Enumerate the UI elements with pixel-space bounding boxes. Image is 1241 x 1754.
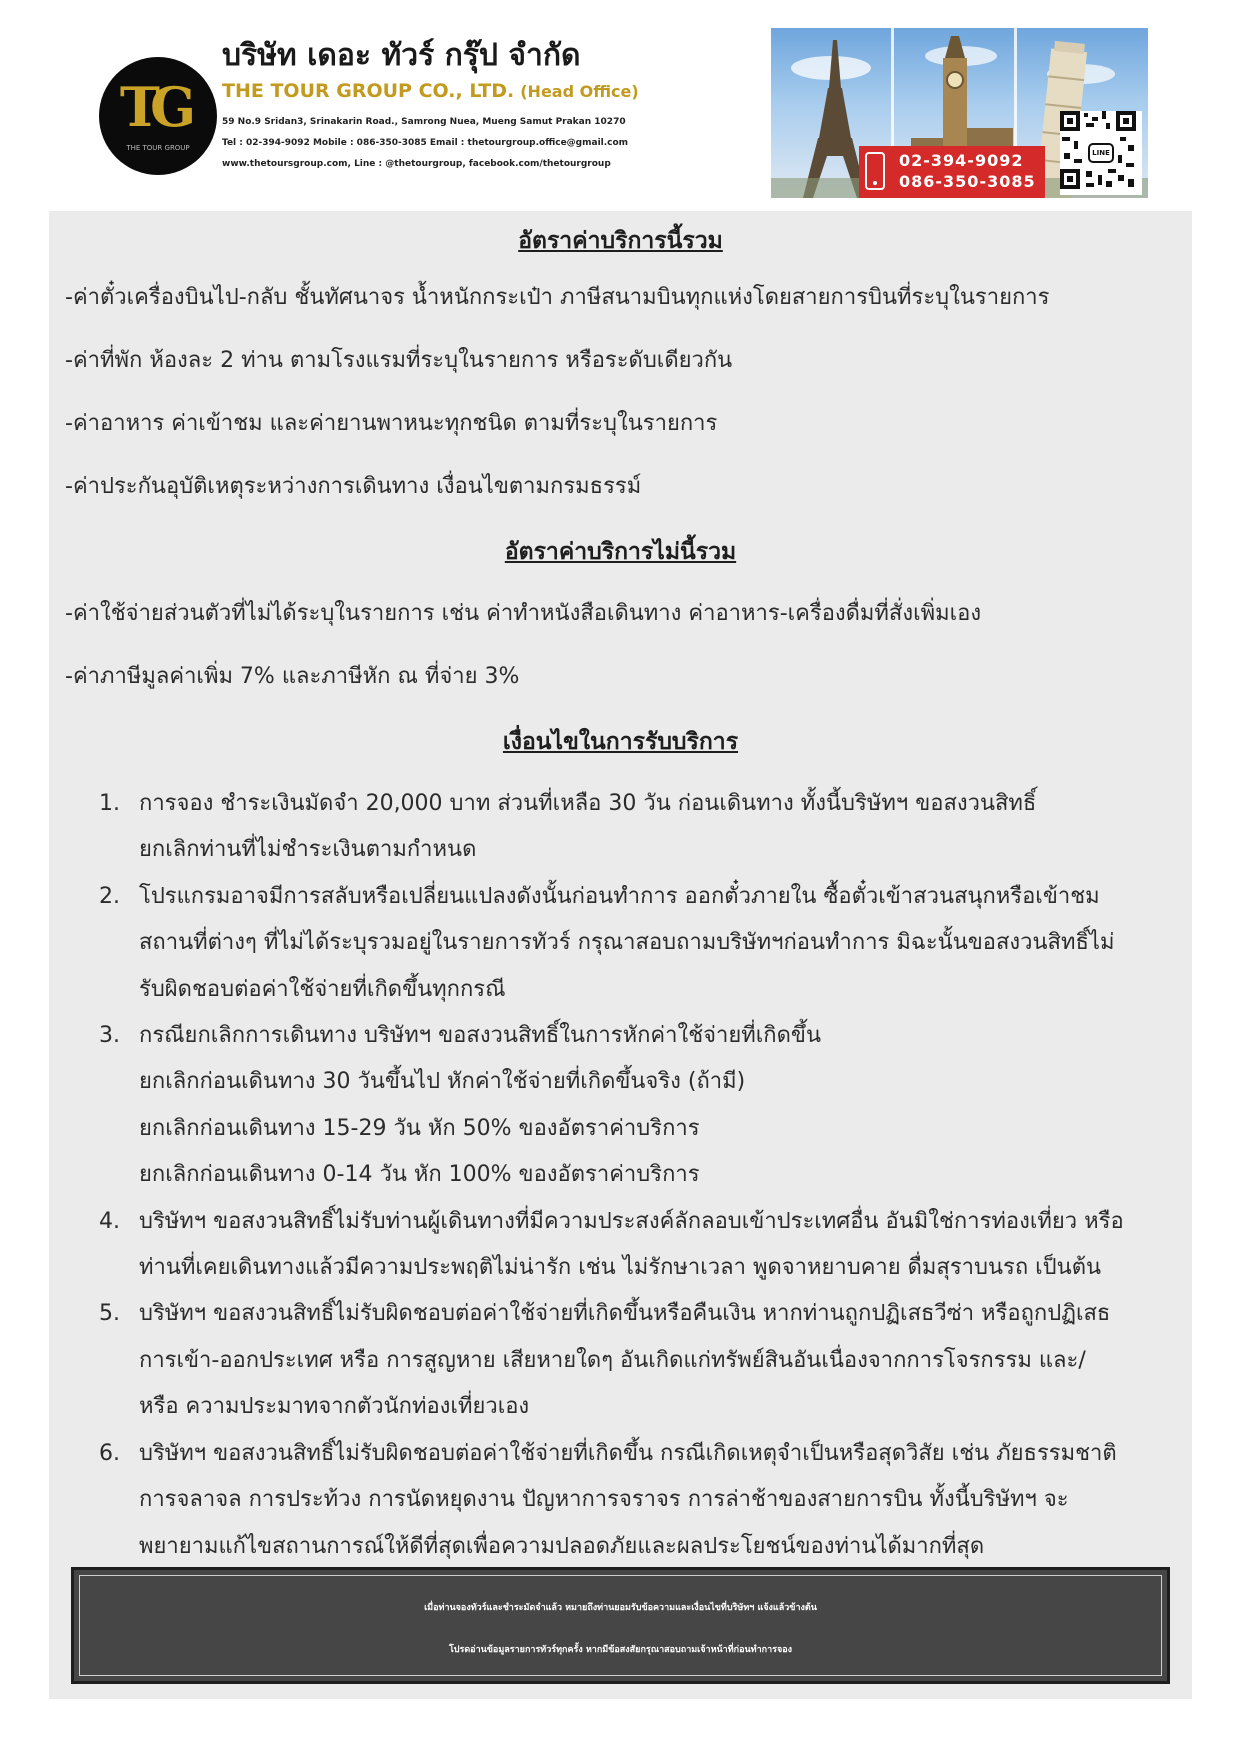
condition-text: โปรแกรมอาจมีการสลับหรือเปลี่ยนแปลงดังนั้นก่อนทำการ ออกตั๋วภายใน ซื้อตั๋วเข้าสวนสนุกหรือเข้าชม <box>139 884 1100 909</box>
logo-monogram: TG <box>119 74 187 139</box>
excluded-item: -ค่าภาษีมูลค่าเพิ่ม 7% และภาษีหัก ณ ที่จ่าย 3% <box>65 664 520 689</box>
travel-banner <box>771 28 1148 198</box>
included-heading: อัตราค่าบริการนี้รวม <box>518 228 723 254</box>
condition-text: สถานที่ต่างๆ ที่ไม่ได้ระบุรวมอยู่ในรายการทัวร์ กรุณาสอบถามบริษัทฯก่อนทำการ มิฉะนั้นขอสงวนสิทธิ์ไม่ <box>139 930 1115 955</box>
condition-number: 2. <box>99 884 120 909</box>
company-address: 59 No.9 Sridan3, Srinakarin Road., Samrong Nuea, Mueng Samut Prakan 10270 <box>222 117 626 127</box>
line-qr-code <box>1060 111 1142 195</box>
tour-terms-panel <box>49 211 1192 1699</box>
condition-text: หรือ ความประมาทจากตัวนักท่องเที่ยวเอง <box>139 1394 530 1419</box>
letterhead <box>0 0 1241 205</box>
company-logo <box>99 57 217 175</box>
condition-text: บริษัทฯ ขอสงวนสิทธิ์ไม่รับท่านผู้เดินทางที่มีความประสงค์ลักลอบเข้าประเทศอื่น อันมิใช่การท่องเที่ยว หรือ <box>139 1209 1124 1234</box>
line-app-icon: LINE <box>1088 143 1114 163</box>
head-office-label: (Head Office) <box>520 82 639 101</box>
conditions-heading: เงื่อนไขในการรับบริการ <box>502 729 739 755</box>
notice-line-2: โปรดอ่านข้อมูลรายการทัวร์ทุกครั้ง หากมีข้อสงสัยกรุณาสอบถามเจ้าหน้าที่ก่อนทำการจอง <box>448 1645 793 1655</box>
condition-text: การเข้า-ออกประเทศ หรือ การสูญหาย เสียหายใดๆ อันเกิดแก่ทรัพย์สินอันเนื่องจากการโจรกรรม และ/ <box>139 1348 1086 1373</box>
mobile-phone-icon <box>865 152 885 190</box>
condition-text: ยกเลิกก่อนเดินทาง 30 วันขึ้นไป หักค่าใช้จ่ายที่เกิดขึ้นจริง (ถ้ามี) <box>139 1069 746 1094</box>
condition-text: การจอง ชำระเงินมัดจำ 20,000 บาท ส่วนที่เหลือ 30 วัน ก่อนเดินทาง ทั้งนี้บริษัทฯ ขอสงวนสิทธิ์ <box>139 791 1037 816</box>
included-item: -ค่าอาหาร ค่าเข้าชม และค่ายานพาหนะทุกชนิด ตามที่ระบุในรายการ <box>65 411 718 436</box>
condition-text: ยกเลิกก่อนเดินทาง 15-29 วัน หัก 50% ของอัตราค่าบริการ <box>139 1116 700 1141</box>
condition-text: ยกเลิกก่อนเดินทาง 0-14 วัน หัก 100% ของอัตราค่าบริการ <box>139 1162 700 1187</box>
company-name-english <box>222 78 782 105</box>
condition-text: พยายามแก้ไขสถานการณ์ให้ดีที่สุดเพื่อความปลอดภัยและผลประโยชน์ของท่านได้มากที่สุด <box>139 1534 985 1559</box>
company-name-thai: บริษัท เดอะ ทัวร์ กรุ๊ป จำกัด <box>222 38 581 73</box>
condition-number: 1. <box>99 791 120 816</box>
excluded-item: -ค่าใช้จ่ายส่วนตัวที่ไม่ได้ระบุในรายการ เช่น ค่าทำหนังสือเดินทาง ค่าอาหาร-เครื่องดื่มที่สั่งเพิ่มเอง <box>65 601 982 626</box>
excluded-heading: อัตราค่าบริการไม่นี้รวม <box>504 539 737 565</box>
company-info <box>222 36 782 175</box>
included-item: -ค่าที่พัก ห้องละ 2 ท่าน ตามโรงแรมที่ระบุในรายการ หรือระดับเดียวกัน <box>65 348 733 373</box>
included-item: -ค่าตั๋วเครื่องบินไป-กลับ ชั้นทัศนาจร น้ำหนักกระเป๋า ภาษีสนามบินทุกแห่งโดยสายการบินที่ระบุในรายการ <box>65 285 1050 310</box>
condition-number: 4. <box>99 1209 120 1234</box>
notice-line-1: เมื่อท่านจองทัวร์และชำระมัดจำแล้ว หมายถึงท่านยอมรับข้อความและเงื่อนไขที่บริษัทฯ แจ้งแล้วข้างต้น <box>424 1603 817 1613</box>
condition-text: บริษัทฯ ขอสงวนสิทธิ์ไม่รับผิดชอบต่อค่าใช้จ่ายที่เกิดขึ้น กรณีเกิดเหตุจำเป็นหรือสุดวิสัย เช่น ภัยธรรมชาติ <box>139 1441 1117 1466</box>
company-name-english-text: THE TOUR GROUP CO., LTD. <box>222 80 515 102</box>
banner-phone-mobile: 086-350-3085 <box>899 172 1036 191</box>
company-web: www.thetoursgroup.com, Line : @thetourgroup, facebook.com/thetourgroup <box>222 159 611 169</box>
company-contact: Tel : 02-394-9092 Mobile : 086-350-3085 Email : thetourgroup.office@gmail.com <box>222 138 629 148</box>
condition-text: บริษัทฯ ขอสงวนสิทธิ์ไม่รับผิดชอบต่อค่าใช้จ่ายที่เกิดขึ้นหรือคืนเงิน หากท่านถูกปฏิเสธวีซ่า หรือถูกปฏิเสธ <box>139 1301 1111 1326</box>
logo-caption: THE TOUR GROUP <box>126 143 190 152</box>
condition-text: กรณียกเลิกการเดินทาง บริษัทฯ ขอสงวนสิทธิ์ในการหักค่าใช้จ่ายที่เกิดขึ้น <box>139 1023 821 1048</box>
booking-notice-box <box>71 1567 1170 1684</box>
condition-text: ท่านที่เคยเดินทางแล้วมีความประพฤติไม่น่ารัก เช่น ไม่รักษาเวลา พูดจาหยาบคาย ดื่มสุราบนรถ เป็นต้น <box>139 1255 1102 1280</box>
condition-text: รับผิดชอบต่อค่าใช้จ่ายที่เกิดขึ้นทุกกรณี <box>139 977 506 1002</box>
banner-phone-office: 02-394-9092 <box>899 151 1024 170</box>
condition-text: การจลาจล การประท้วง การนัดหยุดงาน ปัญหาการจราจร การล่าช้าของสายการบิน ทั้งนี้บริษัทฯ จะ <box>139 1487 1069 1512</box>
condition-number: 5. <box>99 1301 120 1326</box>
condition-number: 6. <box>99 1441 120 1466</box>
phone-banner <box>859 146 1045 198</box>
condition-number: 3. <box>99 1023 120 1048</box>
included-item: -ค่าประกันอุบัติเหตุระหว่างการเดินทาง เงื่อนไขตามกรมธรรม์ <box>65 474 642 499</box>
condition-text: ยกเลิกท่านที่ไม่ชำระเงินตามกำหนด <box>139 837 477 862</box>
